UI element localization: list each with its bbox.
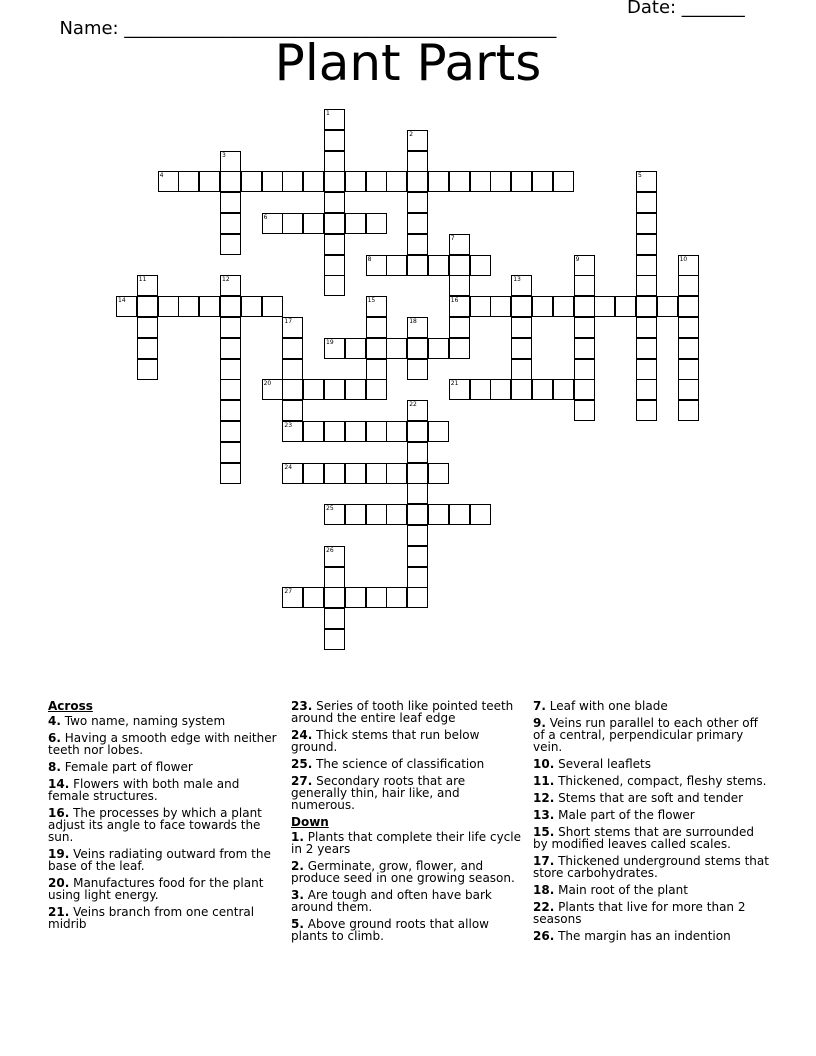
crossword-cell[interactable] xyxy=(449,255,470,276)
crossword-cell[interactable] xyxy=(303,213,324,234)
crossword-cell[interactable] xyxy=(324,629,345,650)
crossword-cell[interactable] xyxy=(220,400,241,421)
crossword-cell[interactable] xyxy=(303,587,324,608)
cell-number: 24 xyxy=(284,463,293,471)
clue-item xyxy=(48,761,280,773)
crossword-cell[interactable] xyxy=(678,255,699,276)
crossword-cell[interactable] xyxy=(511,317,532,338)
clue-number: 23. xyxy=(291,699,313,713)
crossword-cell[interactable] xyxy=(241,296,262,317)
crossword-cell[interactable] xyxy=(324,608,345,629)
crossword-cell[interactable] xyxy=(574,275,595,296)
clue-item xyxy=(533,855,769,879)
crossword-cell[interactable] xyxy=(553,379,574,400)
crossword-cell[interactable] xyxy=(449,379,470,400)
crossword-cell[interactable] xyxy=(490,296,511,317)
crossword-cell[interactable] xyxy=(636,255,657,276)
crossword-cell[interactable] xyxy=(574,359,595,380)
crossword-cell[interactable] xyxy=(678,275,699,296)
crossword-cell[interactable] xyxy=(470,171,491,192)
crossword-cell[interactable] xyxy=(220,338,241,359)
crossword-cell[interactable] xyxy=(449,338,470,359)
crossword-cell[interactable] xyxy=(636,359,657,380)
clue-column-2 xyxy=(291,700,523,947)
crossword-cell[interactable] xyxy=(511,338,532,359)
cell-number: 27 xyxy=(284,588,293,596)
crossword-cell[interactable] xyxy=(324,504,345,525)
clue-number: 9. xyxy=(533,716,546,730)
clue-item xyxy=(533,930,769,942)
across-heading: Across xyxy=(48,699,93,713)
crossword-cell[interactable] xyxy=(511,275,532,296)
crossword-cell[interactable] xyxy=(636,317,657,338)
clue-text: Male part of the flower xyxy=(558,808,695,822)
crossword-cell[interactable] xyxy=(428,504,449,525)
crossword-cell[interactable] xyxy=(470,379,491,400)
cell-number: 18 xyxy=(409,318,417,325)
crossword-cell[interactable] xyxy=(407,483,428,504)
cell-number: 10 xyxy=(679,255,688,263)
clue-item xyxy=(291,831,523,855)
crossword-cell[interactable] xyxy=(220,171,241,192)
clue-item xyxy=(533,884,769,896)
crossword-cell[interactable] xyxy=(636,234,657,255)
clue-item xyxy=(533,775,769,787)
crossword-cell[interactable] xyxy=(511,359,532,380)
crossword-cell[interactable] xyxy=(407,234,428,255)
crossword-cell[interactable] xyxy=(636,296,657,317)
cell-number: 22 xyxy=(409,401,417,409)
crossword-cell[interactable] xyxy=(574,338,595,359)
crossword-cell[interactable] xyxy=(324,192,345,213)
crossword-cell[interactable] xyxy=(303,421,324,442)
crossword-cell[interactable] xyxy=(428,171,449,192)
crossword-cell[interactable] xyxy=(407,359,428,380)
crossword-cell[interactable] xyxy=(449,275,470,296)
clue-number: 8. xyxy=(48,760,61,774)
crossword-cell[interactable] xyxy=(324,567,345,588)
cell-number: 2 xyxy=(409,130,414,138)
clue-item xyxy=(48,848,280,872)
crossword-cell[interactable] xyxy=(470,255,491,276)
crossword-cell[interactable] xyxy=(636,338,657,359)
crossword-cell[interactable] xyxy=(282,338,303,359)
clue-item xyxy=(48,715,280,727)
cell-number: 6 xyxy=(263,214,268,221)
crossword-cell[interactable] xyxy=(574,255,595,276)
clue-item xyxy=(533,901,769,925)
cell-number: 9 xyxy=(575,255,580,263)
clue-text: Thick stems that run below ground. xyxy=(291,728,480,754)
clue-text: Having a smooth edge with neither teeth nor lobes. xyxy=(48,731,277,757)
crossword-cell[interactable] xyxy=(511,379,532,400)
crossword-cell[interactable] xyxy=(137,296,158,317)
crossword-cell[interactable] xyxy=(532,296,553,317)
clue-item xyxy=(533,758,769,770)
crossword-cell[interactable] xyxy=(407,504,428,525)
crossword-cell[interactable] xyxy=(303,463,324,484)
crossword-cell[interactable] xyxy=(324,234,345,255)
cell-number: 12 xyxy=(222,276,230,284)
page-title: Plant Parts xyxy=(274,34,542,92)
clue-number: 1. xyxy=(291,830,304,844)
crossword-cell[interactable] xyxy=(282,421,303,442)
crossword-cell[interactable] xyxy=(574,317,595,338)
crossword-cell[interactable] xyxy=(615,296,636,317)
crossword-cell[interactable] xyxy=(636,275,657,296)
crossword-cell[interactable] xyxy=(386,504,407,525)
crossword-cell[interactable] xyxy=(636,400,657,421)
crossword-cell[interactable] xyxy=(282,587,303,608)
crossword-cell[interactable] xyxy=(407,463,428,484)
clue-text: Short stems that are surrounded by modified leaves called scales. xyxy=(533,825,755,851)
clue-item xyxy=(48,877,280,901)
clue-number: 7. xyxy=(533,699,546,713)
crossword-cell[interactable] xyxy=(407,255,428,276)
cell-number: 26 xyxy=(326,546,334,554)
crossword-cell[interactable] xyxy=(220,296,241,317)
crossword-cell[interactable] xyxy=(678,359,699,380)
cell-number: 15 xyxy=(367,297,376,305)
crossword-cell[interactable] xyxy=(366,379,387,400)
down-heading: Down xyxy=(291,815,329,829)
crossword-cell[interactable] xyxy=(220,359,241,380)
crossword-cell[interactable] xyxy=(262,171,283,192)
cell-number: 17 xyxy=(284,318,293,325)
clue-text: Stems that are soft and tender xyxy=(558,791,744,805)
clue-text: Two name, naming system xyxy=(64,714,226,728)
crossword-cell[interactable] xyxy=(449,234,470,255)
clue-text: The processes by which a plant adjust its angle to face towards the sun. xyxy=(48,806,262,844)
crossword-cell[interactable] xyxy=(303,171,324,192)
crossword-cell[interactable] xyxy=(449,317,470,338)
crossword-cell[interactable] xyxy=(428,463,449,484)
crossword-cell[interactable] xyxy=(386,255,407,276)
crossword-cell[interactable] xyxy=(532,171,553,192)
crossword-cell[interactable] xyxy=(407,421,428,442)
clue-column-3 xyxy=(533,700,769,947)
clue-number: 27. xyxy=(291,774,313,788)
cell-number: 21 xyxy=(450,380,459,388)
crossword-cell[interactable] xyxy=(324,151,345,172)
crossword-cell[interactable] xyxy=(324,546,345,567)
crossword-cell[interactable] xyxy=(449,171,470,192)
clue-text: Veins run parallel to each other off of a central, perpendicular primary vein. xyxy=(533,716,758,754)
crossword-cell[interactable] xyxy=(220,275,241,296)
crossword-cell[interactable] xyxy=(636,171,657,192)
cell-number: 8 xyxy=(367,255,372,263)
crossword-cell[interactable] xyxy=(199,296,220,317)
crossword-cell[interactable] xyxy=(678,400,699,421)
crossword-cell[interactable] xyxy=(574,296,595,317)
crossword-cell[interactable] xyxy=(449,296,470,317)
crossword-cell[interactable] xyxy=(490,379,511,400)
cell-number: 23 xyxy=(284,422,293,429)
crossword-cell[interactable] xyxy=(220,213,241,234)
clue-text: Main root of the plant xyxy=(558,883,688,897)
clue-text: Above ground roots that allow plants to climb. xyxy=(291,917,489,943)
crossword-cell[interactable] xyxy=(262,379,283,400)
clue-item xyxy=(48,906,280,930)
crossword-cell[interactable] xyxy=(553,171,574,192)
crossword-cell[interactable] xyxy=(199,171,220,192)
clue-text: Flowers with both male and female structures. xyxy=(48,777,240,803)
crossword-cell[interactable] xyxy=(324,421,345,442)
crossword-cell[interactable] xyxy=(407,213,428,234)
clue-item xyxy=(533,700,769,712)
crossword-cell[interactable] xyxy=(511,296,532,317)
crossword-cell[interactable] xyxy=(470,296,491,317)
clue-number: 18. xyxy=(533,883,555,897)
clue-text: Veins branch from one central midrib xyxy=(48,905,255,931)
crossword-cell[interactable] xyxy=(116,296,137,317)
crossword-cell[interactable] xyxy=(407,587,428,608)
crossword-cell[interactable] xyxy=(366,587,387,608)
crossword-cell[interactable] xyxy=(220,234,241,255)
crossword-cell[interactable] xyxy=(220,442,241,463)
clue-item xyxy=(48,732,280,756)
crossword-cell[interactable] xyxy=(386,421,407,442)
crossword-cell[interactable] xyxy=(241,171,262,192)
clue-item xyxy=(48,778,280,802)
clue-item xyxy=(291,700,523,724)
clue-item xyxy=(533,826,769,850)
crossword-cell[interactable] xyxy=(282,400,303,421)
crossword-cell[interactable] xyxy=(220,151,241,172)
crossword-cell[interactable] xyxy=(407,525,428,546)
clue-number: 10. xyxy=(533,757,555,771)
clue-number: 20. xyxy=(48,876,70,890)
crossword-cell[interactable] xyxy=(449,504,470,525)
crossword-cell[interactable] xyxy=(220,463,241,484)
cell-number: 19 xyxy=(326,338,334,346)
crossword-cell[interactable] xyxy=(158,171,179,192)
crossword-cell[interactable] xyxy=(657,296,678,317)
crossword-cell[interactable] xyxy=(407,442,428,463)
clue-item xyxy=(291,860,523,884)
crossword-cell[interactable] xyxy=(678,317,699,338)
crossword-cell[interactable] xyxy=(282,379,303,400)
clue-text: Germinate, grow, flower, and produce seed in one growing season. xyxy=(291,859,515,885)
crossword-cell[interactable] xyxy=(324,275,345,296)
crossword-cell[interactable] xyxy=(386,587,407,608)
clue-number: 3. xyxy=(291,888,304,902)
clue-text: Are tough and often have bark around them. xyxy=(291,888,492,914)
clue-item xyxy=(533,792,769,804)
crossword-cell[interactable] xyxy=(262,213,283,234)
crossword-cell[interactable] xyxy=(678,296,699,317)
crossword-cell[interactable] xyxy=(366,338,387,359)
crossword-cell[interactable] xyxy=(366,421,387,442)
cell-number: 7 xyxy=(450,234,455,242)
cell-number: 16 xyxy=(450,297,459,305)
crossword-cell[interactable] xyxy=(324,338,345,359)
crossword-cell[interactable] xyxy=(366,359,387,380)
clue-text: Female part of flower xyxy=(64,760,193,774)
crossword-cell[interactable] xyxy=(282,359,303,380)
clue-number: 24. xyxy=(291,728,313,742)
clue-number: 22. xyxy=(533,900,555,914)
crossword-cell[interactable] xyxy=(282,463,303,484)
clue-number: 12. xyxy=(533,791,555,805)
clue-number: 6. xyxy=(48,731,61,745)
crossword-cell[interactable] xyxy=(178,296,199,317)
clue-number: 15. xyxy=(533,825,555,839)
crossword-cell[interactable] xyxy=(324,255,345,276)
crossword-cell[interactable] xyxy=(324,213,345,234)
clue-number: 21. xyxy=(48,905,70,919)
clue-number: 14. xyxy=(48,777,70,791)
clue-text: Plants that complete their life cycle in 2 years xyxy=(291,830,521,856)
clue-column-1 xyxy=(48,700,280,935)
crossword-cell[interactable] xyxy=(366,255,387,276)
clue-number: 25. xyxy=(291,757,313,771)
clue-text: Manufactures food for the plant using light energy. xyxy=(48,876,264,902)
crossword-cell[interactable] xyxy=(532,379,553,400)
crossword-cell[interactable] xyxy=(407,317,428,338)
crossword-cell[interactable] xyxy=(324,379,345,400)
crossword-cell[interactable] xyxy=(178,171,199,192)
crossword-cell[interactable] xyxy=(636,213,657,234)
crossword-cell[interactable] xyxy=(220,192,241,213)
crossword-cell[interactable] xyxy=(345,421,366,442)
crossword-cell[interactable] xyxy=(220,317,241,338)
clue-item xyxy=(48,807,280,843)
crossword-cell[interactable] xyxy=(220,421,241,442)
crossword-cell[interactable] xyxy=(574,379,595,400)
clue-number: 5. xyxy=(291,917,304,931)
crossword-cell[interactable] xyxy=(324,463,345,484)
crossword-cell[interactable] xyxy=(574,400,595,421)
cell-number: 11 xyxy=(138,276,147,284)
crossword-cell[interactable] xyxy=(345,213,366,234)
clue-text: Series of tooth like pointed teeth around the entire leaf edge xyxy=(291,699,514,725)
crossword-cell[interactable] xyxy=(137,275,158,296)
clue-text: The margin has an indention xyxy=(558,929,731,943)
clue-number: 11. xyxy=(533,774,555,788)
clue-number: 16. xyxy=(48,806,70,820)
clue-text: The science of classification xyxy=(316,757,485,771)
crossword-cell[interactable] xyxy=(407,338,428,359)
clue-item xyxy=(291,729,523,753)
crossword-cell[interactable] xyxy=(678,379,699,400)
crossword-cell[interactable] xyxy=(345,504,366,525)
name-field[interactable]: Name: ________________________________________________ xyxy=(59,18,557,39)
crossword-cell[interactable] xyxy=(158,296,179,317)
cell-number: 4 xyxy=(159,172,164,180)
clue-text: Veins radiating outward from the base of the leaf. xyxy=(48,847,271,873)
crossword-cell[interactable] xyxy=(282,213,303,234)
crossword-cell[interactable] xyxy=(490,171,511,192)
clue-text: Thickened, compact, fleshy stems. xyxy=(558,774,767,788)
clue-item xyxy=(533,717,769,753)
crossword-cell[interactable] xyxy=(428,338,449,359)
crossword-cell[interactable] xyxy=(366,296,387,317)
crossword-cell[interactable] xyxy=(511,171,532,192)
crossword-cell[interactable] xyxy=(428,255,449,276)
crossword-cell[interactable] xyxy=(366,504,387,525)
cell-number: 1 xyxy=(326,110,330,117)
crossword-cell[interactable] xyxy=(366,317,387,338)
crossword-cell[interactable] xyxy=(345,338,366,359)
crossword-cell[interactable] xyxy=(386,171,407,192)
crossword-cell[interactable] xyxy=(324,587,345,608)
crossword-cell[interactable] xyxy=(366,463,387,484)
crossword-cell[interactable] xyxy=(324,130,345,151)
cell-number: 20 xyxy=(263,380,272,388)
crossword-cell[interactable] xyxy=(345,171,366,192)
clue-number: 19. xyxy=(48,847,70,861)
cell-number: 5 xyxy=(638,172,642,180)
clue-number: 17. xyxy=(533,854,555,868)
clue-text: Thickened underground stems that store carbohydrates. xyxy=(533,854,769,880)
clue-text: Several leaflets xyxy=(558,757,651,771)
crossword-cell[interactable] xyxy=(470,504,491,525)
crossword-cell[interactable] xyxy=(137,338,158,359)
cell-number: 13 xyxy=(513,276,521,284)
crossword-cell[interactable] xyxy=(386,463,407,484)
crossword-cell[interactable] xyxy=(324,109,345,130)
clue-number: 2. xyxy=(291,859,304,873)
crossword-cell[interactable] xyxy=(407,400,428,421)
crossword-cell[interactable] xyxy=(553,296,574,317)
crossword-cell[interactable] xyxy=(594,296,615,317)
clue-number: 13. xyxy=(533,808,555,822)
crossword-cell[interactable] xyxy=(636,379,657,400)
crossword-cell[interactable] xyxy=(428,421,449,442)
cell-number: 25 xyxy=(326,505,334,513)
crossword-cell[interactable] xyxy=(407,130,428,151)
crossword-cell[interactable] xyxy=(137,359,158,380)
clue-number: 4. xyxy=(48,714,61,728)
crossword-cell[interactable] xyxy=(282,317,303,338)
clue-text: Plants that live for more than 2 seasons xyxy=(533,900,746,926)
clue-item xyxy=(291,889,523,913)
crossword-cell[interactable] xyxy=(407,567,428,588)
crossword-cell[interactable] xyxy=(262,296,283,317)
clue-item xyxy=(533,809,769,821)
clue-item xyxy=(291,758,523,770)
date-field[interactable]: Date: _______ xyxy=(627,0,745,18)
clue-item xyxy=(291,775,523,811)
clue-item xyxy=(291,918,523,942)
cell-number: 14 xyxy=(118,297,126,305)
crossword-cell[interactable] xyxy=(137,317,158,338)
crossword-cell[interactable] xyxy=(345,379,366,400)
clue-text: Secondary roots that are generally thin, hair like, and numerous. xyxy=(291,774,466,812)
clue-number: 26. xyxy=(533,929,555,943)
crossword-cell[interactable] xyxy=(220,379,241,400)
cell-number: 3 xyxy=(222,151,226,159)
crossword-cell[interactable] xyxy=(407,171,428,192)
crossword-cell[interactable] xyxy=(636,192,657,213)
crossword-cell[interactable] xyxy=(407,546,428,567)
crossword-cell[interactable] xyxy=(303,379,324,400)
crossword-cell[interactable] xyxy=(345,587,366,608)
crossword-cell[interactable] xyxy=(282,171,303,192)
crossword-cell[interactable] xyxy=(366,213,387,234)
crossword-cell[interactable] xyxy=(345,463,366,484)
clue-text: Leaf with one blade xyxy=(549,699,668,713)
crossword-cell[interactable] xyxy=(386,338,407,359)
crossword-cell[interactable] xyxy=(678,338,699,359)
crossword-cell[interactable] xyxy=(366,171,387,192)
crossword-cell[interactable] xyxy=(324,171,345,192)
crossword-cell[interactable] xyxy=(407,192,428,213)
crossword-cell[interactable] xyxy=(407,151,428,172)
